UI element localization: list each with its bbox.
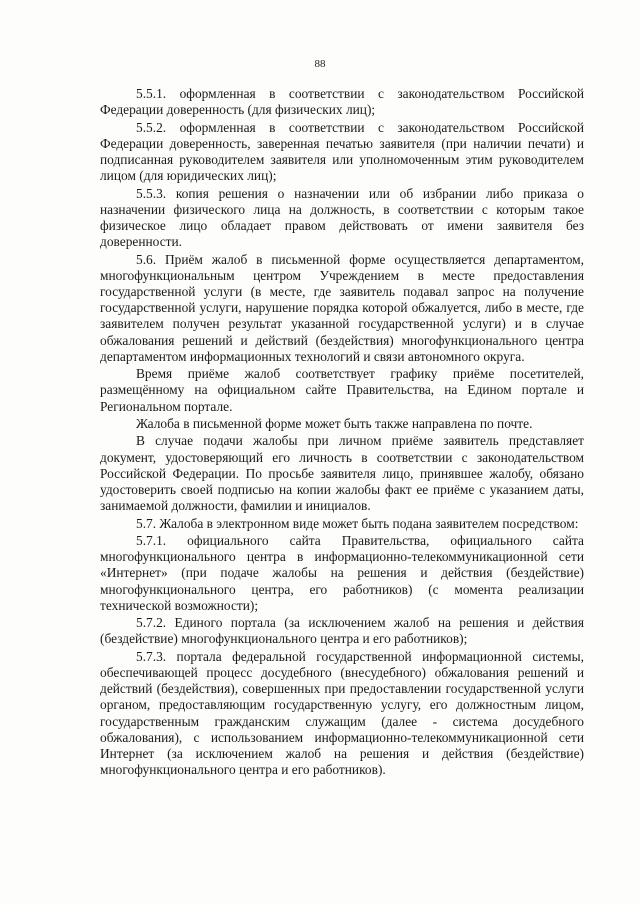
- paragraph-5-7: 5.7. Жалоба в электронном виде может быть подана заявителем посредством:: [136, 515, 579, 531]
- document-body: [100, 86, 584, 780]
- paragraph-5-7-2: 5.7.2. Единого портала (за исключением жалоб на решения и действия (бездействие) многофункционального центра и его работников);: [100, 615, 584, 647]
- paragraph-5-5-3: 5.5.3. копия решения о назначении или об избрании либо приказа о назначении физического лица на должность, в соответствии с которым такое физическое лицо обладает правом действовать от имени заявителя без доверенности.: [100, 185, 584, 250]
- page-number: 88: [314, 58, 326, 70]
- paragraph-5-5-2: 5.5.2. оформленная в соответствии с законодательством Российской Федерации доверенность, заверенная печатью заявителя (при наличии печати) и подписанная руководителем заявителя или уполномоченным этим руководителем лицом (для юридических лиц);: [100, 119, 584, 184]
- paragraph-5-5-1: 5.5.1. оформленная в соответствии с законодательством Российской Федерации доверенность (для физических лиц);: [100, 86, 584, 118]
- paragraph-5-7-1: 5.7.1. официального сайта Правительства, официального сайта многофункционального центра в информационно-телекоммуникационной сети «Интернет» (при подаче жалобы на решения и действия (бездействие) многофункционального центра, его работников) (с момента реализации технической возможности);: [100, 532, 584, 613]
- paragraph-5-6: 5.6. Приём жалоб в письменной форме осуществляется департаментом, многофункциональным центром Учреждением в месте предоставления государственной услуги (в месте, где заявитель подавал запрос на получение государственной услуги, нарушение порядка которой обжалуется, либо в месте, где заявителем получен результат указанной государственной услуги) и в случае обжалования решений и действий (бездействия) многофункционального центра департаментом информационных технологий и связи автономного округа.: [100, 251, 584, 364]
- paragraph-reception-time: Время приёме жалоб соответствует графику приёме посетителей, размещённому на официальном сайте Правительства, на Едином портале и Региональном портале.: [100, 366, 584, 414]
- paragraph-5-7-3: 5.7.3. портала федеральной государственной информационной системы, обеспечивающей процесс досудебного (внесудебного) обжалования решений и действий (бездействия), совершенных при предоставлении государственной услуги органом, предоставляющим государственную услугу, его должностным лицом, государственным гражданским служащим (далее - система досудебного обжалования), с использованием информационно-телекоммуникационной сети Интернет (за исключением жалоб на решения и действия (бездействие) многофункционального центра и его работников).: [100, 648, 584, 778]
- paragraph-personal-reception: В случае подачи жалобы при личном приёме заявитель представляет документ, удостоверяющий его личность в соответствии с законодательством Российской Федерации. По просьбе заявителя лицо, принявшее жалобу, обязано удостоверить своей подписью на копии жалобы факт ее приёме с указанием даты, занимаемой должности, фамилии и инициалов.: [100, 433, 584, 514]
- paragraph-mail: Жалоба в письменной форме может быть также направлена по почте.: [136, 416, 533, 431]
